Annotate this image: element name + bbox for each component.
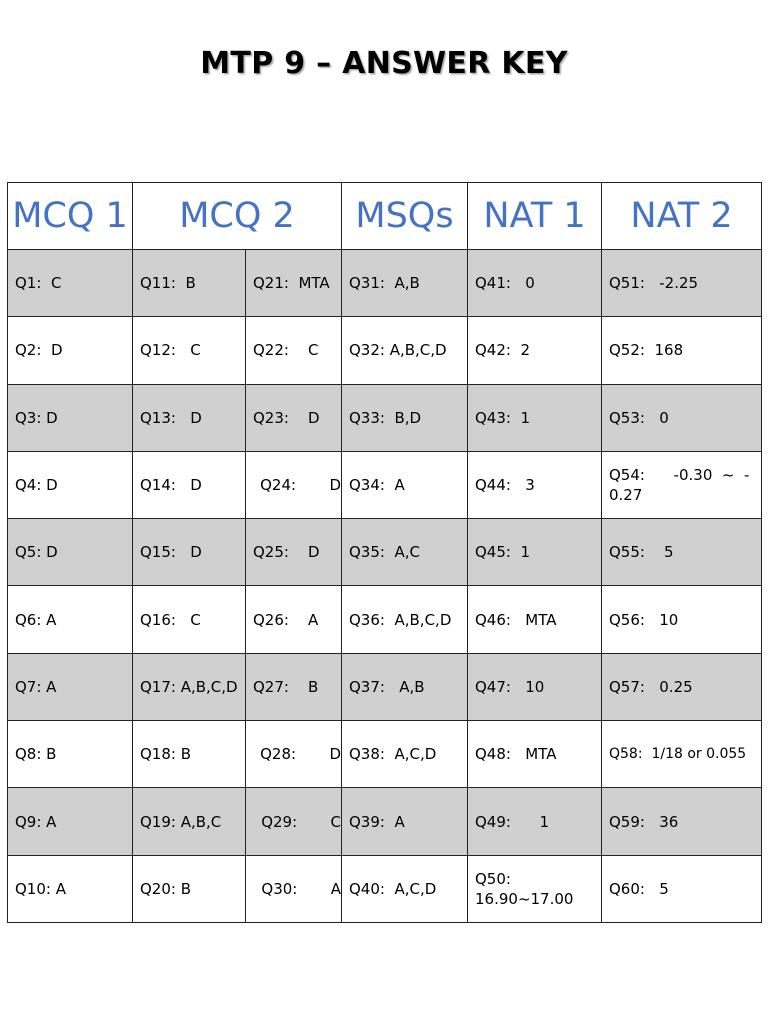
page-title: MTP 9 – ANSWER KEY — [200, 46, 568, 81]
answer-cell: Q34: A — [342, 451, 468, 518]
answer-cell: Q38: A,C,D — [342, 721, 468, 788]
table-row — [8, 317, 762, 384]
answer-cell: Q21: MTA — [246, 250, 342, 317]
header-nat1: NAT 1 — [468, 183, 602, 250]
answer-cell: Q16: C — [133, 586, 246, 653]
table-row — [8, 519, 762, 586]
answer-cell: Q17: A,B,C,D — [133, 653, 246, 720]
table-row — [8, 788, 762, 855]
answer-cell: Q43: 1 — [468, 384, 602, 451]
answer-cell: Q7: A — [8, 653, 133, 720]
table-row — [8, 250, 762, 317]
header-msqs: MSQs — [342, 183, 468, 250]
header-row — [8, 183, 762, 250]
answer-cell: Q58: 1/18 or 0.055 — [602, 721, 762, 788]
answer-cell: Q28: D — [246, 721, 342, 788]
answer-cell: Q22: C — [246, 317, 342, 384]
answer-cell: Q29: C — [246, 788, 342, 855]
answer-cell: Q3: D — [8, 384, 133, 451]
answer-cell: Q42: 2 — [468, 317, 602, 384]
answer-cell: Q59: 36 — [602, 788, 762, 855]
answer-cell: Q5: D — [8, 519, 133, 586]
answer-cell: Q48: MTA — [468, 721, 602, 788]
table-row — [8, 586, 762, 653]
answer-cell: Q25: D — [246, 519, 342, 586]
answer-cell: Q6: A — [8, 586, 133, 653]
answer-cell: Q4: D — [8, 451, 133, 518]
answer-cell: Q37: A,B — [342, 653, 468, 720]
answer-cell: Q53: 0 — [602, 384, 762, 451]
answer-cell: Q19: A,B,C — [133, 788, 246, 855]
answer-cell: Q24: D — [246, 451, 342, 518]
header-mcq2: MCQ 2 — [133, 183, 342, 250]
answer-cell: Q52: 168 — [602, 317, 762, 384]
answer-cell: Q60: 5 — [602, 855, 762, 922]
table-row — [8, 721, 762, 788]
answer-cell: Q49: 1 — [468, 788, 602, 855]
answer-cell: Q8: B — [8, 721, 133, 788]
answer-key-table — [7, 182, 762, 923]
answer-cell: Q13: D — [133, 384, 246, 451]
header-mcq1: MCQ 1 — [8, 183, 133, 250]
answer-cell: Q2: D — [8, 317, 133, 384]
answer-cell: Q39: A — [342, 788, 468, 855]
answer-cell: Q11: B — [133, 250, 246, 317]
answer-cell: Q18: B — [133, 721, 246, 788]
answer-cell: Q27: B — [246, 653, 342, 720]
answer-cell: Q46: MTA — [468, 586, 602, 653]
answer-cell: Q41: 0 — [468, 250, 602, 317]
answer-cell: Q54: -0.30 ~ - 0.27 — [602, 451, 762, 518]
answer-cell: Q15: D — [133, 519, 246, 586]
answer-cell: Q40: A,C,D — [342, 855, 468, 922]
answer-cell: Q12: C — [133, 317, 246, 384]
answer-cell: Q31: A,B — [342, 250, 468, 317]
table-row — [8, 451, 762, 518]
answer-cell: Q14: D — [133, 451, 246, 518]
answer-cell: Q45: 1 — [468, 519, 602, 586]
answer-cell: Q32: A,B,C,D — [342, 317, 468, 384]
answer-cell: Q56: 10 — [602, 586, 762, 653]
answer-cell: Q26: A — [246, 586, 342, 653]
answer-cell: Q44: 3 — [468, 451, 602, 518]
answer-cell: Q36: A,B,C,D — [342, 586, 468, 653]
answer-cell: Q1: C — [8, 250, 133, 317]
answer-cell: Q23: D — [246, 384, 342, 451]
table-row — [8, 384, 762, 451]
header-nat2: NAT 2 — [602, 183, 762, 250]
answer-cell: Q55: 5 — [602, 519, 762, 586]
answer-cell: Q9: A — [8, 788, 133, 855]
answer-cell: Q35: A,C — [342, 519, 468, 586]
answer-cell: Q10: A — [8, 855, 133, 922]
answer-cell: Q57: 0.25 — [602, 653, 762, 720]
answer-cell: Q33: B,D — [342, 384, 468, 451]
answer-cell: Q50: 16.90~17.00 — [468, 855, 602, 922]
answer-cell: Q51: -2.25 — [602, 250, 762, 317]
table-row — [8, 855, 762, 922]
table-row — [8, 653, 762, 720]
answer-cell: Q30: A — [246, 855, 342, 922]
answer-cell: Q47: 10 — [468, 653, 602, 720]
answer-cell: Q20: B — [133, 855, 246, 922]
